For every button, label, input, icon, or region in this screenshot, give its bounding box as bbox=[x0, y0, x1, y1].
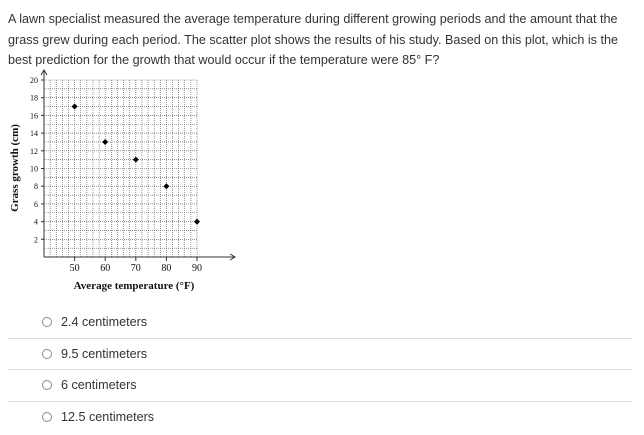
answer-option-label: 6 centimeters bbox=[61, 378, 137, 393]
answer-option-label: 9.5 centimeters bbox=[61, 346, 148, 361]
x-tick-label: 80 bbox=[161, 263, 172, 274]
y-axis-label: Grass growth (cm) bbox=[9, 124, 21, 212]
x-tick-label: 60 bbox=[100, 263, 111, 274]
scatter-plot-svg bbox=[0, 64, 260, 304]
data-point bbox=[163, 183, 169, 189]
y-tick-label: 4 bbox=[34, 217, 38, 227]
answer-option-label: 12.5 centimeters bbox=[61, 409, 155, 424]
y-tick-label: 12 bbox=[30, 146, 38, 156]
x-tick-label: 50 bbox=[69, 263, 80, 274]
y-tick-label: 2 bbox=[34, 235, 38, 245]
y-tick-label: 18 bbox=[30, 93, 38, 103]
answer-option[interactable] bbox=[8, 339, 632, 371]
x-axis-label: Average temperature (°F) bbox=[73, 280, 195, 292]
answer-option[interactable] bbox=[8, 402, 632, 433]
answer-option[interactable] bbox=[8, 307, 632, 339]
radio-button[interactable] bbox=[42, 412, 52, 422]
radio-button[interactable] bbox=[42, 317, 52, 327]
radio-button[interactable] bbox=[42, 380, 52, 390]
answer-option[interactable] bbox=[8, 370, 632, 402]
question-text: A lawn specialist measured the average temperature during different growing periods and the amount that the grass grew during each period. The scatter plot shows the results of his study. Based on this plot, which is the best prediction for the growth that would occur if the temperature were 85° F? bbox=[8, 12, 618, 67]
y-tick-label: 6 bbox=[34, 199, 38, 209]
data-point bbox=[133, 157, 139, 163]
answer-option-label: 2.4 centimeters bbox=[61, 315, 148, 330]
y-tick-label: 10 bbox=[30, 164, 38, 174]
x-tick-label: 90 bbox=[192, 263, 202, 274]
data-point bbox=[102, 139, 108, 145]
grid-lines bbox=[44, 80, 197, 257]
y-tick-label: 20 bbox=[30, 76, 38, 85]
axes bbox=[41, 70, 235, 260]
y-tick-label: 16 bbox=[30, 111, 38, 121]
x-tick-label: 70 bbox=[130, 263, 141, 274]
data-point bbox=[72, 104, 78, 110]
data-point bbox=[194, 219, 200, 225]
y-tick-label: 8 bbox=[34, 182, 38, 192]
radio-button[interactable] bbox=[42, 349, 52, 359]
scatter-plot bbox=[0, 64, 260, 304]
tick-labels bbox=[30, 76, 202, 274]
y-tick-label: 14 bbox=[30, 129, 38, 139]
answer-options bbox=[8, 307, 632, 432]
